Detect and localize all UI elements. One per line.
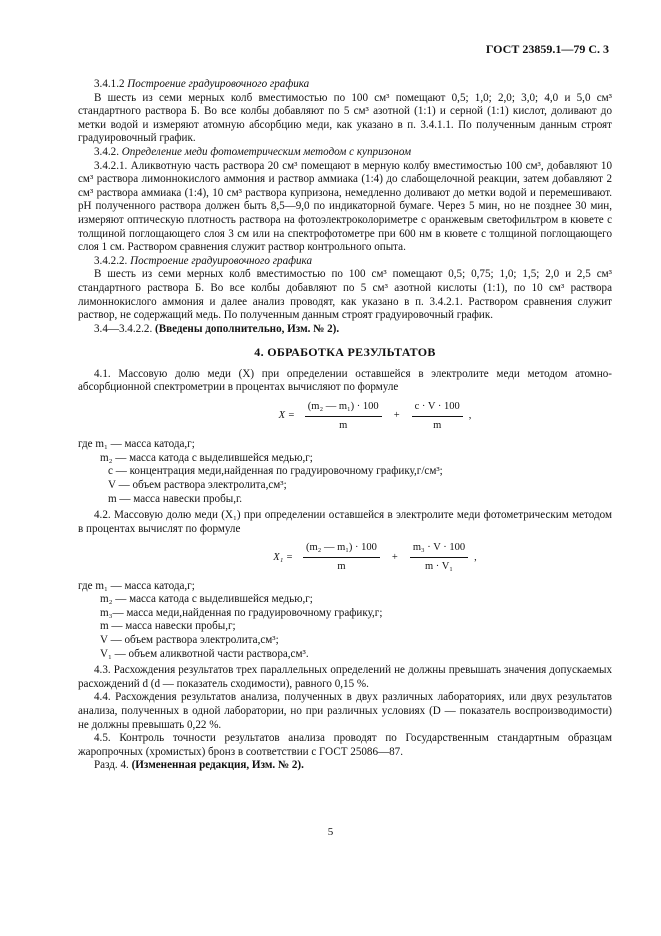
definitions-list-2 bbox=[78, 580, 612, 662]
page-number: 5 bbox=[327, 826, 334, 838]
clause-42-text: 4.2. Массовую долю меди (X₁) при определении оставшейся в электролите меди фотометрическим методом в процентах вычислят по формуле bbox=[78, 509, 612, 535]
formula-x1: X₁ = $\frac{\text{(m₂ — m₁) · 100}}{m}$ + $\frac{\text{m₃ · V · 100}}{\text{m · V₁}}$ , bbox=[273, 542, 477, 572]
definition-item: m₂ — масса катода с выделившейся медью,г; bbox=[100, 593, 313, 606]
definition-item: m₃— масса меди,найденная по градуировочному графику,г; bbox=[100, 606, 383, 619]
document-body bbox=[78, 78, 612, 773]
fraction-1: $\frac{\text{(m₂ — m₁) · 100}}{m}$ bbox=[305, 400, 382, 432]
clause-44-text: 4.4. Расхождения результатов анализа, полученных в двух различных лабораториях, или двух результатов анализа, полученных в одной лаборатории, но при различных условиях (D — показатель воспроизводимости) не должны превышать 0,22 %. bbox=[78, 691, 612, 731]
amendment-note-34: 3.4—3.4.2.2. (Введены дополнительно, Изм. № 2). bbox=[94, 322, 340, 335]
formula-x: X = $\frac{\text{(m₂ — m₁) · 100}}{m}$ + $\frac{c \cdot V \cdot 100}{m}$ , bbox=[278, 401, 472, 431]
definition-item: V — объем раствора электролита,см³; bbox=[108, 479, 287, 492]
amendment-note-razd4: Разд. 4. (Измененная редакция, Изм. № 2). bbox=[94, 759, 304, 772]
subsection-342-heading: 3.4.2. Определение меди фотометрическим методом с купризоном bbox=[94, 145, 412, 158]
clause-45-text: 4.5. Контроль точности результатов анализа проводят по Государственным стандартным образцам жаропрочных (хромистых) бронз в соответствии с ГОСТ 25086—87. bbox=[78, 732, 612, 758]
running-header: ГОСТ 23859.1—79 С. 3 bbox=[485, 42, 609, 56]
definition-item: m — масса навески пробы,г; bbox=[100, 620, 236, 633]
definition-item: где m₁ — масса катода,г; bbox=[78, 579, 195, 592]
section-4-title: 4. ОБРАБОТКА РЕЗУЛЬТАТОВ bbox=[254, 345, 436, 360]
definition-item: V — объем раствора электролита,см³; bbox=[100, 633, 279, 646]
definition-item: c — концентрация меди,найденная по градуировочному графику,г/см³; bbox=[108, 465, 443, 478]
definition-item: где m₁ — масса катода,г; bbox=[78, 438, 195, 451]
subsection-3412-text: В шесть из семи мерных колб вместимостью по 100 см³ помещают 0,5; 1,0; 2,0; 3,0; 4,0 и 5,0 см³ стандартного раствора Б. Во все колбы добавляют по 5 см³ азотной (1:1) и серной (1:1) кислот, доливают до метки водой и измеряют атомную абсорбцию меди, как указано в п. 3.4.1.1. По полученным данным строят градуировочный график. bbox=[78, 91, 612, 145]
fraction-2: $\frac{\text{m₃ · V · 100}}{\text{m · V₁}}$ bbox=[410, 541, 468, 573]
clause-43-text: 4.3. Расхождения результатов трех параллельных определений не должны превышать значения допускаемых расхождений d (d — показатель сходимости), равного 0,15 %. bbox=[78, 664, 612, 690]
fraction-2: $\frac{c \cdot V \cdot 100}{m}$ bbox=[412, 400, 463, 432]
subsection-3421-text: 3.4.2.1. Аликвотную часть раствора 20 см³ помещают в мерную колбу вместимостью 100 см³, добавляют 10 см³ раствора лимоннокислого аммония и раствор аммиака (1:4) до слабощелочной реакции, затем добавляют 2 см³ раствора аммиака (1:4), 10 см³ раствора купризона, немедленно доливают до метки водой и перемешивают. pH полученного раствора должен быть 8,5—9,0 по индикаторной бумаге. Через 5 мин, но не позднее 30 мин, измеряют оптическую плотность раствора на фотоэлектроколориметре с оранжевым светофильтром в кювете с толщиной поглощающего слоя 3 см или на спектрофотометре при 600 нм в кювете с толщиной поглощающего слоя 1 см. Раствором сравнения служит раствор контрольного опыта. bbox=[78, 159, 612, 254]
fraction-1: $\frac{\text{(m₂ — m₁) · 100}}{m}$ bbox=[303, 541, 380, 573]
subsection-3422-heading: 3.4.2.2. Построение градуировочного графика bbox=[94, 254, 312, 267]
definition-item: m₂ — масса катода с выделившейся медью,г; bbox=[100, 451, 313, 464]
subsection-3412-heading: 3.4.1.2 Построение градуировочного графика bbox=[94, 78, 310, 90]
definitions-list-1 bbox=[78, 438, 612, 506]
definition-item: V₁ — объем аликвотной части раствора,см³. bbox=[100, 647, 309, 660]
definition-item: m — масса навески пробы,г. bbox=[108, 492, 243, 505]
subsection-3422-text: В шесть из семи мерных колб вместимостью по 100 см³ помещают 0,5; 0,75; 1,0; 1,5; 2,0 и 2,5 см³ стандартного раствора Б. Во все колбы добавляют по 5 см³ азотной кислоты (1:1), по 10 см³ раствора лимоннокислого аммония и далее анализ проводят, как указано в п. 3.4.2.1. Раствором сравнения служит раствор, не содержащий медь. По полученным данным строят градуировочный график. bbox=[78, 268, 612, 322]
clause-41-text: 4.1. Массовую долю меди (X) при определении оставшейся в электролите меди методом атомно-абсорбционной спектрометрии в процентах вычисляют по формуле bbox=[78, 367, 612, 394]
